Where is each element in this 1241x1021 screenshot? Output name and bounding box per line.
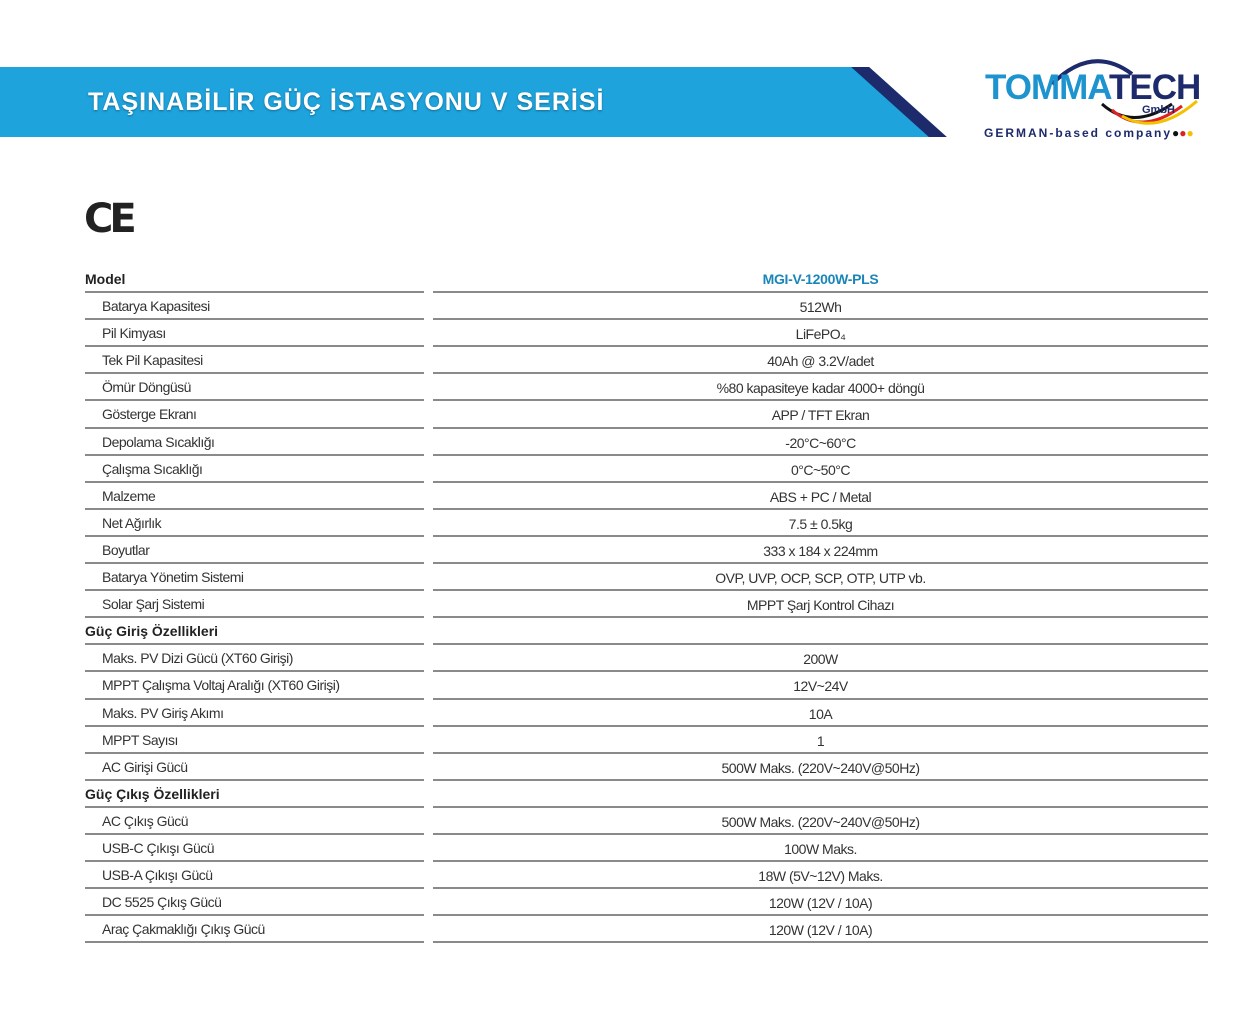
spec-label: MPPT Çalışma Voltaj Aralığı (XT60 Girişi) [85,672,424,699]
spec-label: Batarya Kapasitesi [85,293,424,320]
spec-value [433,618,1208,645]
logo-wordmark [985,68,1200,108]
spec-label: Güç Çıkış Özellikleri [85,781,424,808]
spec-row [85,293,1208,320]
spec-value: -20°C~60°C [433,429,1208,456]
spec-label: Güç Giriş Özellikleri [85,618,424,645]
spec-row [85,591,1208,618]
spec-value: 40Ah @ 3.2V/adet [433,347,1208,374]
spec-label: Maks. PV Dizi Gücü (XT60 Girişi) [85,645,424,672]
spec-label: Batarya Yönetim Sistemi [85,564,424,591]
spec-value: ABS + PC / Metal [433,483,1208,510]
spec-row [85,808,1208,835]
spec-value: 12V~24V [433,672,1208,699]
section-header-row [85,618,1208,645]
logo-part1: TOMMA [985,68,1109,107]
spec-label: DC 5525 Çıkış Gücü [85,889,424,916]
spec-row [85,727,1208,754]
spec-label: USB-A Çıkışı Gücü [85,862,424,889]
spec-value: 120W (12V / 10A) [433,889,1208,916]
spec-label: Boyutlar [85,537,424,564]
company-logo [982,46,1212,146]
spec-row [85,429,1208,456]
page-title: TAŞINABİLİR GÜÇ İSTASYONU V SERİSİ [88,88,605,116]
logo-tagline [984,126,1194,140]
spec-value: 18W (5V~12V) Maks. [433,862,1208,889]
spec-row [85,374,1208,401]
spec-row [85,510,1208,537]
spec-value: 500W Maks. (220V~240V@50Hz) [433,808,1208,835]
spec-value: 512Wh [433,293,1208,320]
spec-row [85,889,1208,916]
spec-row [85,401,1208,428]
spec-label: Net Ağırlık [85,510,424,537]
spec-value: OVP, UVP, OCP, SCP, OTP, UTP vb. [433,564,1208,591]
spec-value: 333 x 184 x 224mm [433,537,1208,564]
spec-label: Malzeme [85,483,424,510]
spec-table [85,266,1208,943]
spec-label: Araç Çakmaklığı Çıkış Gücü [85,916,424,943]
spec-value: APP / TFT Ekran [433,401,1208,428]
spec-label: Maks. PV Giriş Akımı [85,700,424,727]
spec-label: Pil Kimyası [85,320,424,347]
spec-value: 200W [433,645,1208,672]
spec-row [85,537,1208,564]
logo-part2: TECH [1108,68,1201,107]
model-header-row [85,266,1208,293]
tagline-text: GERMAN-based company [984,126,1173,140]
model-name: MGI-V-1200W-PLS [433,266,1208,293]
spec-row [85,835,1208,862]
spec-label: Solar Şarj Sistemi [85,591,424,618]
spec-label: AC Girişi Gücü [85,754,424,781]
spec-label: Depolama Sıcaklığı [85,429,424,456]
spec-row [85,320,1208,347]
spec-row [85,645,1208,672]
spec-label: USB-C Çıkışı Gücü [85,835,424,862]
spec-label: Model [85,266,424,293]
spec-value: MPPT Şarj Kontrol Cihazı [433,591,1208,618]
spec-value: 7.5 ± 0.5kg [433,510,1208,537]
spec-value: 10A [433,700,1208,727]
spec-value: 100W Maks. [433,835,1208,862]
spec-row [85,564,1208,591]
spec-value: 1 [433,727,1208,754]
spec-row [85,916,1208,943]
spec-label: AC Çıkış Gücü [85,808,424,835]
flag-dots-icon: ●●● [1172,126,1194,140]
spec-label: Çalışma Sıcaklığı [85,456,424,483]
spec-label: MPPT Sayısı [85,727,424,754]
spec-value: 0°C~50°C [433,456,1208,483]
spec-label: Gösterge Ekranı [85,401,424,428]
section-header-row [85,781,1208,808]
spec-value: %80 kapasiteye kadar 4000+ döngü [433,374,1208,401]
spec-value: 500W Maks. (220V~240V@50Hz) [433,754,1208,781]
spec-row [85,483,1208,510]
spec-row [85,862,1208,889]
spec-row [85,347,1208,374]
spec-value: LiFePO₄ [433,320,1208,347]
spec-value [433,781,1208,808]
spec-label: Ömür Döngüsü [85,374,424,401]
logo-suffix: GmbH [1142,104,1175,116]
spec-label: Tek Pil Kapasitesi [85,347,424,374]
spec-value: 120W (12V / 10A) [433,916,1208,943]
ce-mark-icon: CE [84,196,133,242]
spec-row [85,754,1208,781]
spec-row [85,672,1208,699]
spec-row [85,700,1208,727]
spec-row [85,456,1208,483]
